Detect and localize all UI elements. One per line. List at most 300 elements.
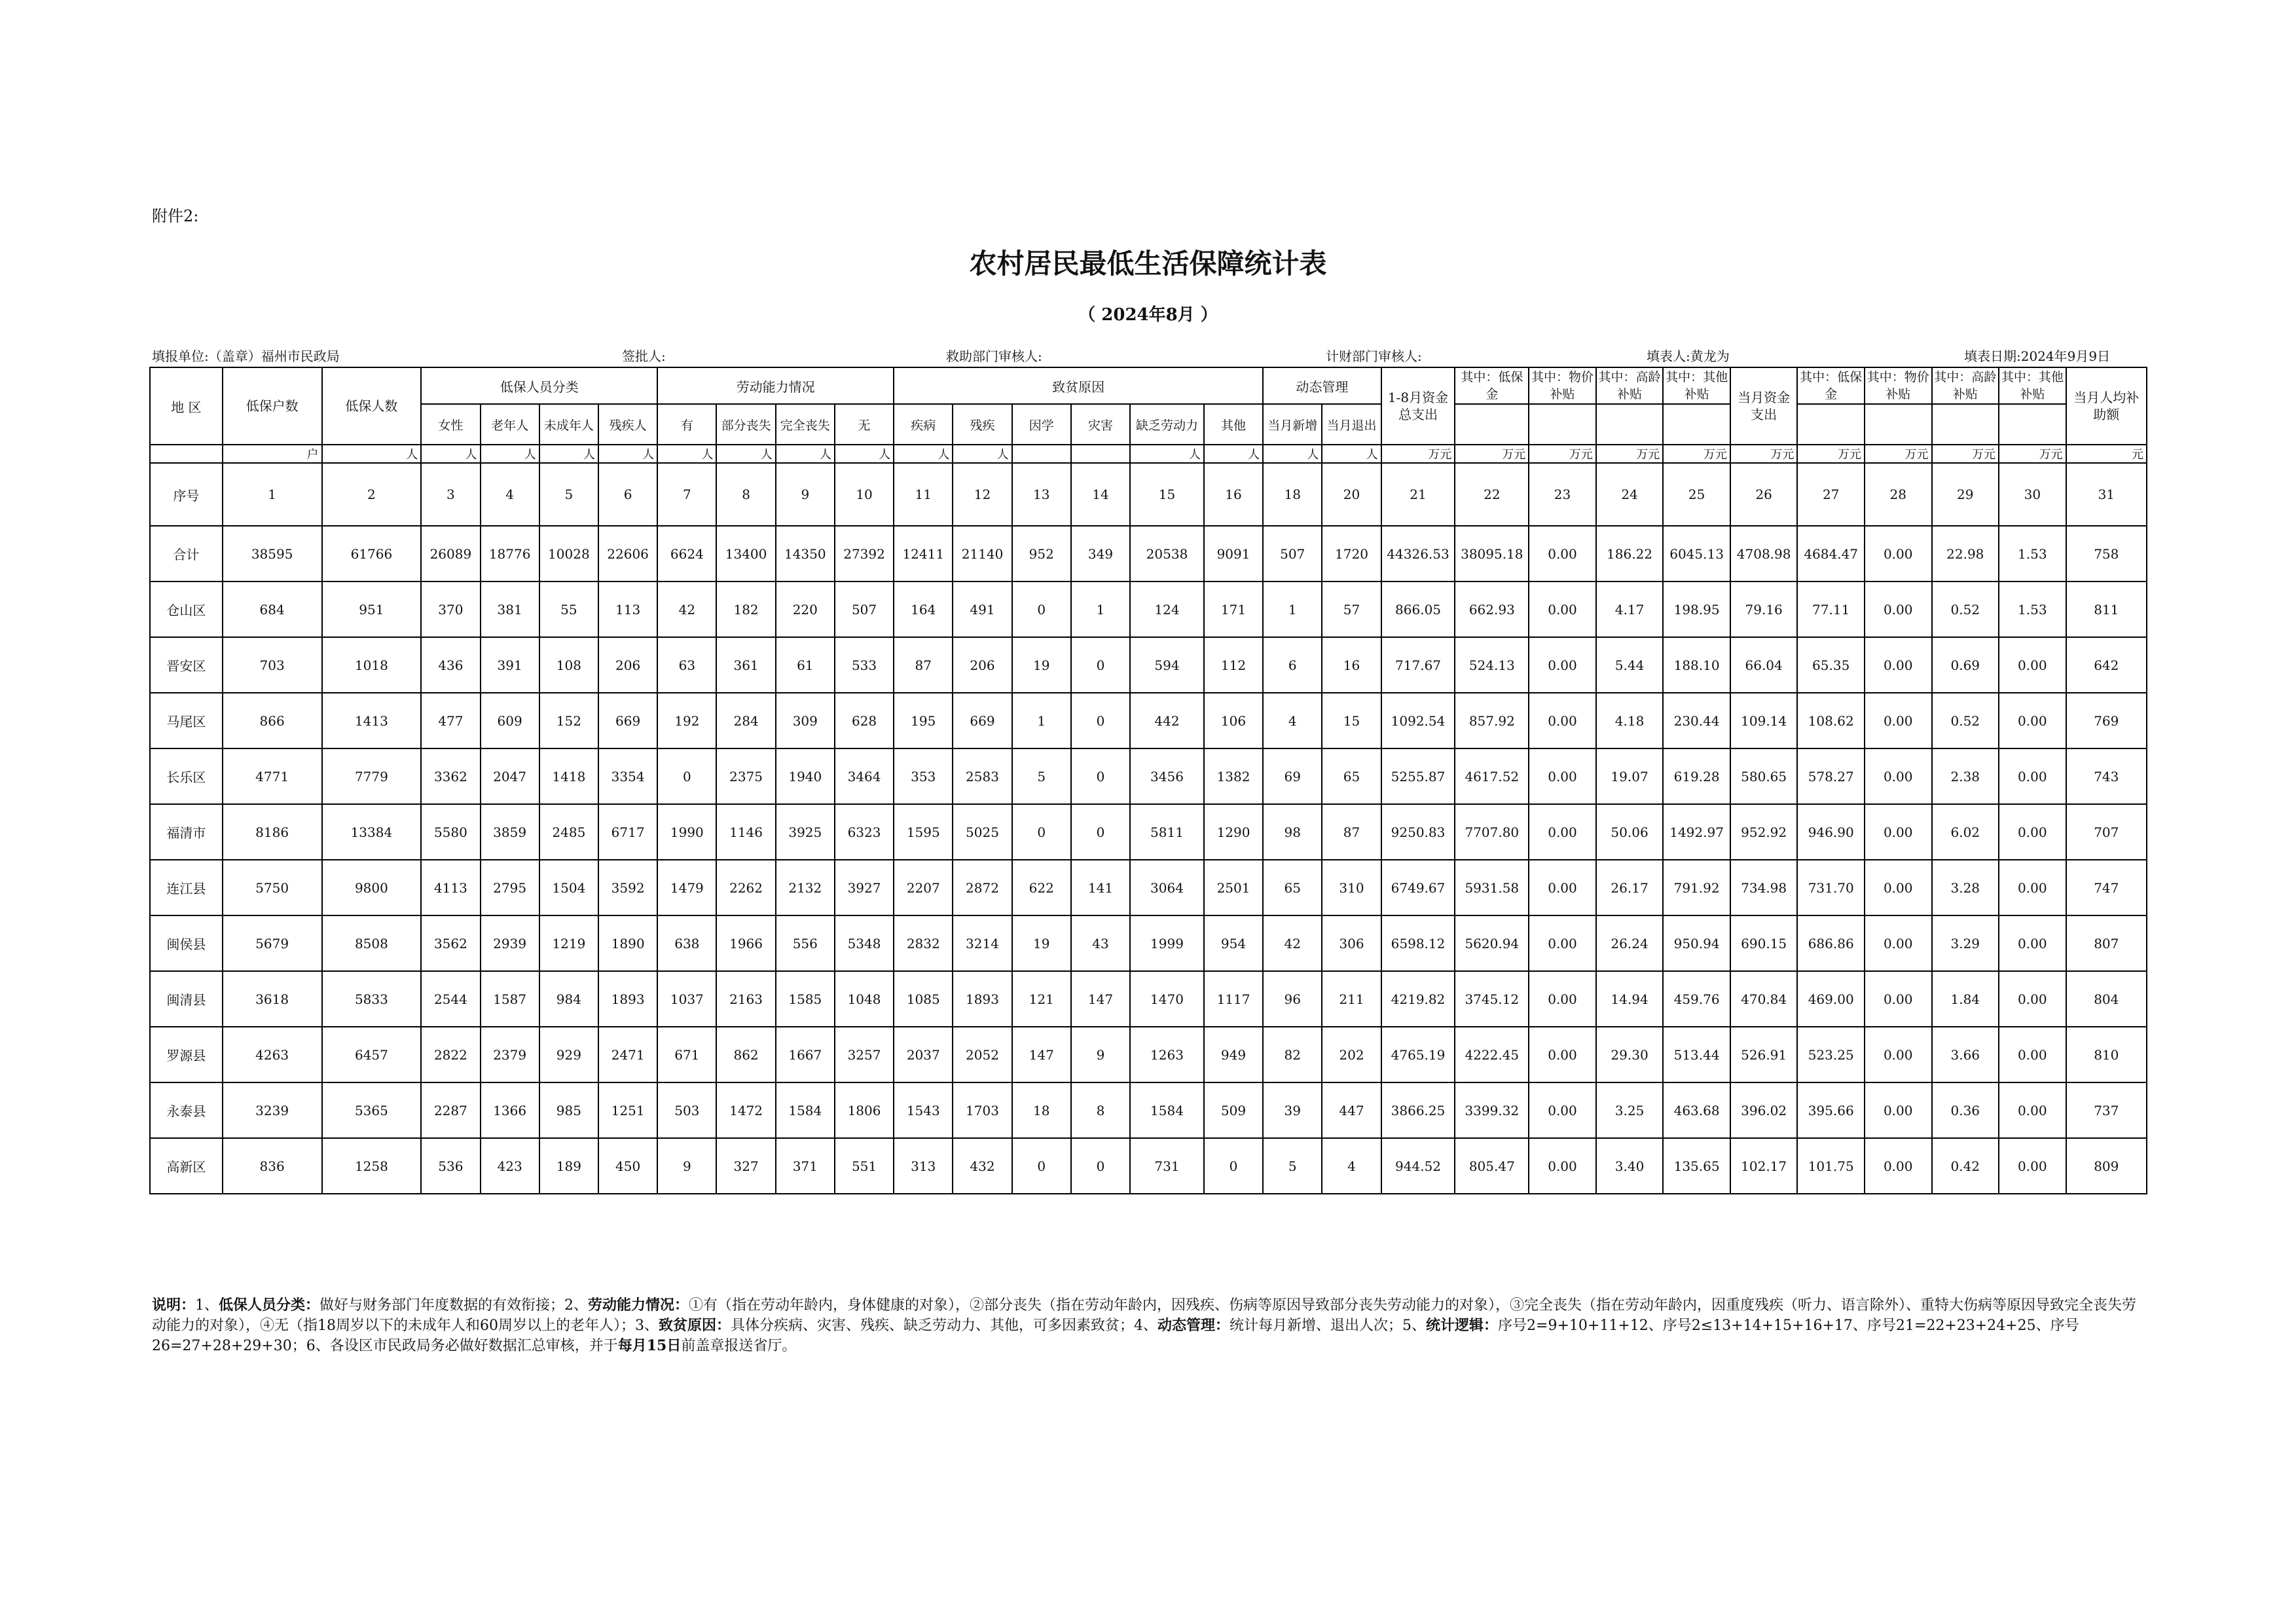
table-cell: 2822 (421, 1027, 480, 1082)
table-cell: 950.94 (1663, 915, 1730, 971)
unit-cell: 人 (1204, 445, 1263, 463)
table-cell: 152 (539, 693, 598, 748)
unit-cell: 人 (598, 445, 657, 463)
table-cell: 1720 (1322, 526, 1381, 581)
unit-cell: 万元 (1381, 445, 1455, 463)
table-cell: 9 (657, 1138, 716, 1194)
serial-cell: 1 (223, 463, 322, 526)
table-cell: 3618 (223, 971, 322, 1027)
table-cell: 82 (1263, 1027, 1322, 1082)
unit-cell: 户 (223, 445, 322, 463)
table-cell: 3.66 (1932, 1027, 1999, 1082)
table-cell: 18 (1012, 1082, 1071, 1138)
table-cell: 113 (598, 581, 657, 637)
table-cell: 536 (421, 1138, 480, 1194)
table-cell: 22606 (598, 526, 657, 581)
table-cell: 1251 (598, 1082, 657, 1138)
table-cell: 1.53 (1999, 581, 2066, 637)
table-cell: 0.00 (1865, 1027, 1932, 1082)
table-cell: 1366 (481, 1082, 539, 1138)
table-cell: 954 (1204, 915, 1263, 971)
table-cell: 0.00 (1999, 748, 2066, 804)
table-cell: 0.00 (1865, 581, 1932, 637)
table-cell: 1479 (657, 860, 716, 915)
table-cell: 0.00 (1999, 1138, 2066, 1194)
unit-cell: 元 (2066, 445, 2147, 463)
table-cell: 22.98 (1932, 526, 1999, 581)
table-cell: 0.00 (1865, 526, 1932, 581)
table-cell: 2485 (539, 804, 598, 860)
table-cell: 2037 (894, 1027, 953, 1082)
table-cell: 1584 (1130, 1082, 1204, 1138)
table-cell: 310 (1322, 860, 1381, 915)
unit-cell: 万元 (1529, 445, 1596, 463)
unit-cell: 人 (894, 445, 953, 463)
table-cell: 951 (322, 581, 422, 637)
serial-cell: 23 (1529, 463, 1596, 526)
header-month-sub-other: 其中：其他补贴 (1999, 367, 2066, 404)
header-households: 低保户数 (223, 367, 322, 445)
table-cell: 513.44 (1663, 1027, 1730, 1082)
table-cell: 1806 (835, 1082, 894, 1138)
table-cell: 0 (1071, 748, 1130, 804)
header-sub-price: 其中：物价补贴 (1529, 367, 1596, 404)
table-cell: 124 (1130, 581, 1204, 637)
table-cell: 13384 (322, 804, 422, 860)
table-cell: 3.29 (1932, 915, 1999, 971)
table-cell: 743 (2066, 748, 2147, 804)
table-cell: 6598.12 (1381, 915, 1455, 971)
fill-date: 填表日期:2024年9月9日 (1964, 348, 2111, 364)
table-cell: 3214 (953, 915, 1011, 971)
table-cell: 810 (2066, 1027, 2147, 1082)
table-row (150, 1082, 2147, 1138)
table-cell: 436 (421, 637, 480, 693)
table-cell: 3257 (835, 1027, 894, 1082)
table-cell: 147 (1012, 1027, 1071, 1082)
table-cell: 0.00 (1999, 1027, 2066, 1082)
table-cell: 2052 (953, 1027, 1011, 1082)
table-cell: 0.00 (1865, 748, 1932, 804)
table-cell: 195 (894, 693, 953, 748)
serial-cell: 24 (1596, 463, 1664, 526)
unit-cell (1071, 445, 1130, 463)
header-dynamic-new: 当月新增 (1263, 404, 1322, 445)
table-cell: 63 (657, 637, 716, 693)
header-category-group: 低保人员分类 (421, 367, 657, 404)
table-cell: 4.17 (1596, 581, 1664, 637)
table-cell: 3362 (421, 748, 480, 804)
table-cell: 731 (1130, 1138, 1204, 1194)
header-sub-elderly: 其中：高龄补贴 (1596, 367, 1664, 404)
table-cell: 984 (539, 971, 598, 1027)
table-cell: 1048 (835, 971, 894, 1027)
region-name: 仓山区 (150, 581, 223, 637)
table-cell: 1037 (657, 971, 716, 1027)
table-cell: 0.00 (1529, 637, 1596, 693)
table-cell: 14350 (776, 526, 835, 581)
header-labor-full: 完全丧失 (776, 404, 835, 445)
table-cell: 6717 (598, 804, 657, 860)
table-cell: 609 (481, 693, 539, 748)
units-row (150, 445, 2147, 463)
unit-cell: 万元 (1730, 445, 1798, 463)
table-cell: 61 (776, 637, 835, 693)
table-cell: 578.27 (1797, 748, 1865, 804)
table-cell: 1258 (322, 1138, 422, 1194)
table-cell: 477 (421, 693, 480, 748)
table-cell: 12411 (894, 526, 953, 581)
serial-cell: 29 (1932, 463, 1999, 526)
table-cell: 79.16 (1730, 581, 1798, 637)
table-cell: 395.66 (1797, 1082, 1865, 1138)
serial-cell: 14 (1071, 463, 1130, 526)
table-cell: 3562 (421, 915, 480, 971)
header-persons: 低保人数 (322, 367, 422, 445)
table-cell: 1085 (894, 971, 953, 1027)
unit-cell: 人 (1130, 445, 1204, 463)
table-cell: 0.00 (1999, 971, 2066, 1027)
table-cell: 1966 (716, 915, 775, 971)
table-cell: 391 (481, 637, 539, 693)
table-cell: 87 (894, 637, 953, 693)
table-cell: 1587 (481, 971, 539, 1027)
table-cell: 929 (539, 1027, 598, 1082)
table-cell: 1263 (1130, 1027, 1204, 1082)
table-cell: 0 (1204, 1138, 1263, 1194)
table-cell: 5 (1263, 1138, 1322, 1194)
table-cell: 0.00 (1865, 1082, 1932, 1138)
table-cell: 5348 (835, 915, 894, 971)
table-cell: 1290 (1204, 804, 1263, 860)
table-cell: 866 (223, 693, 322, 748)
table-cell: 5255.87 (1381, 748, 1455, 804)
table-cell: 220 (776, 581, 835, 637)
table-cell: 952 (1012, 526, 1071, 581)
table-cell: 2583 (953, 748, 1011, 804)
table-cell: 3592 (598, 860, 657, 915)
region-name: 罗源县 (150, 1027, 223, 1082)
table-cell: 192 (657, 693, 716, 748)
table-cell: 5365 (322, 1082, 422, 1138)
table-cell: 662.93 (1455, 581, 1529, 637)
serial-cell: 26 (1730, 463, 1798, 526)
table-row (150, 1138, 2147, 1194)
table-cell: 769 (2066, 693, 2147, 748)
table-cell: 112 (1204, 637, 1263, 693)
table-cell: 807 (2066, 915, 2147, 971)
table-cell: 164 (894, 581, 953, 637)
header-month-sub-dibao: 其中：低保金 (1797, 367, 1865, 404)
report-period: （ 2024年8月 ） (1078, 305, 1218, 325)
table-cell: 0.00 (1529, 860, 1596, 915)
table-cell: 0.00 (1999, 804, 2066, 860)
table-cell: 96 (1263, 971, 1322, 1027)
table-cell: 0.00 (1865, 693, 1932, 748)
header-area: 地 区 (150, 367, 223, 445)
header-cause-other: 其他 (1204, 404, 1263, 445)
header-labor-group: 劳动能力情况 (657, 367, 894, 404)
table-cell: 171 (1204, 581, 1263, 637)
table-cell: 0.00 (1529, 1082, 1596, 1138)
table-cell: 1504 (539, 860, 598, 915)
table-cell: 57 (1322, 581, 1381, 637)
table-cell: 509 (1204, 1082, 1263, 1138)
unit-cell: 人 (716, 445, 775, 463)
table-cell: 684 (223, 581, 322, 637)
table-cell: 3859 (481, 804, 539, 860)
region-name: 闽清县 (150, 971, 223, 1027)
header-disabled: 残疾人 (598, 404, 657, 445)
serial-cell: 7 (657, 463, 716, 526)
table-cell: 4684.47 (1797, 526, 1865, 581)
table-cell: 690.15 (1730, 915, 1798, 971)
table-cell: 198.95 (1663, 581, 1730, 637)
table-cell: 0.00 (1999, 1082, 2066, 1138)
table-cell: 3399.32 (1455, 1082, 1529, 1138)
table-cell: 946.90 (1797, 804, 1865, 860)
table-cell: 0 (1012, 804, 1071, 860)
unit-cell: 人 (481, 445, 539, 463)
region-name: 晋安区 (150, 637, 223, 693)
table-cell: 42 (1263, 915, 1322, 971)
unit-cell: 人 (657, 445, 716, 463)
table-cell: 20538 (1130, 526, 1204, 581)
table-cell: 14.94 (1596, 971, 1664, 1027)
table-cell: 98 (1263, 804, 1322, 860)
table-cell: 1413 (322, 693, 422, 748)
table-cell: 0.00 (1529, 1138, 1596, 1194)
table-cell: 1703 (953, 1082, 1011, 1138)
table-row (150, 1027, 2147, 1082)
region-name: 闽侯县 (150, 915, 223, 971)
table-cell: 309 (776, 693, 835, 748)
table-cell: 0.00 (1865, 860, 1932, 915)
header-cumulative-total: 1-8月资金总支出 (1381, 367, 1455, 445)
attachment-label: 附件2: (152, 207, 199, 225)
statistics-table (149, 367, 2147, 1194)
table-cell: 1893 (953, 971, 1011, 1027)
serial-cell: 15 (1130, 463, 1204, 526)
serial-cell: 8 (716, 463, 775, 526)
table-cell: 1999 (1130, 915, 1204, 971)
table-cell: 866.05 (1381, 581, 1455, 637)
unit-cell: 人 (539, 445, 598, 463)
table-cell: 4222.45 (1455, 1027, 1529, 1082)
table-cell: 5580 (421, 804, 480, 860)
table-cell: 206 (953, 637, 1011, 693)
table-cell: 6 (1263, 637, 1322, 693)
serial-cell: 11 (894, 463, 953, 526)
header-month-total: 当月资金支出 (1730, 367, 1798, 445)
table-cell: 39 (1263, 1082, 1322, 1138)
table-cell: 19.07 (1596, 748, 1664, 804)
table-cell: 0.00 (1865, 1138, 1932, 1194)
table-cell: 5750 (223, 860, 322, 915)
table-cell: 809 (2066, 1138, 2147, 1194)
serial-cell: 4 (481, 463, 539, 526)
table-cell: 1990 (657, 804, 716, 860)
table-cell: 8 (1071, 1082, 1130, 1138)
table-cell: 121 (1012, 971, 1071, 1027)
finance-reviewer: 计财部门审核人: (1326, 348, 1422, 364)
table-cell: 0 (1071, 804, 1130, 860)
table-cell: 0 (1071, 1138, 1130, 1194)
table-cell: 2132 (776, 860, 835, 915)
table-cell: 2163 (716, 971, 775, 1027)
table-cell: 3866.25 (1381, 1082, 1455, 1138)
table-cell: 503 (657, 1082, 716, 1138)
unit-cell: 人 (421, 445, 480, 463)
table-cell: 38595 (223, 526, 322, 581)
table-cell: 42 (657, 581, 716, 637)
serial-cell: 20 (1322, 463, 1381, 526)
header-dynamic-group: 动态管理 (1263, 367, 1381, 404)
serial-cell: 6 (598, 463, 657, 526)
table-cell: 491 (953, 581, 1011, 637)
unit-cell: 人 (322, 445, 422, 463)
table-cell: 0 (1071, 693, 1130, 748)
table-cell: 0.00 (1529, 804, 1596, 860)
table-cell: 5811 (1130, 804, 1204, 860)
table-cell: 101.75 (1797, 1138, 1865, 1194)
table-cell: 1 (1263, 581, 1322, 637)
table-cell: 349 (1071, 526, 1130, 581)
table-cell: 717.67 (1381, 637, 1455, 693)
table-cell: 211 (1322, 971, 1381, 1027)
table-cell: 19 (1012, 915, 1071, 971)
table-cell: 55 (539, 581, 598, 637)
table-cell: 306 (1322, 915, 1381, 971)
header-female: 女性 (421, 404, 480, 445)
table-cell: 0.00 (1999, 915, 2066, 971)
table-cell: 1018 (322, 637, 422, 693)
table-cell: 19 (1012, 637, 1071, 693)
table-cell: 1.84 (1932, 971, 1999, 1027)
unit-cell: 万元 (1999, 445, 2066, 463)
table-cell: 189 (539, 1138, 598, 1194)
table-cell: 3925 (776, 804, 835, 860)
table-cell: 1 (1012, 693, 1071, 748)
table-cell: 108.62 (1797, 693, 1865, 748)
serial-cell: 3 (421, 463, 480, 526)
table-cell: 423 (481, 1138, 539, 1194)
table-cell: 4708.98 (1730, 526, 1798, 581)
table-cell: 686.86 (1797, 915, 1865, 971)
table-cell: 4219.82 (1381, 971, 1455, 1027)
table-cell: 533 (835, 637, 894, 693)
table-cell: 65 (1263, 860, 1322, 915)
table-cell: 628 (835, 693, 894, 748)
table-cell: 734.98 (1730, 860, 1798, 915)
table-cell: 106 (1204, 693, 1263, 748)
table-cell: 862 (716, 1027, 775, 1082)
table-cell: 4617.52 (1455, 748, 1529, 804)
unit-cell (1012, 445, 1071, 463)
document-title: 农村居民最低生活保障统计表 (969, 248, 1327, 280)
table-cell: 1543 (894, 1082, 953, 1138)
table-cell: 1382 (1204, 748, 1263, 804)
table-cell: 6045.13 (1663, 526, 1730, 581)
table-cell: 470.84 (1730, 971, 1798, 1027)
table-cell: 2544 (421, 971, 480, 1027)
table-cell: 0.00 (1865, 971, 1932, 1027)
region-name: 高新区 (150, 1138, 223, 1194)
unit-cell: 人 (1263, 445, 1322, 463)
table-cell: 0.00 (1865, 804, 1932, 860)
table-cell: 791.92 (1663, 860, 1730, 915)
table-cell: 1146 (716, 804, 775, 860)
table-cell: 6624 (657, 526, 716, 581)
table-cell: 703 (223, 637, 322, 693)
table-cell: 65 (1322, 748, 1381, 804)
table-cell: 26089 (421, 526, 480, 581)
table-cell: 102.17 (1730, 1138, 1798, 1194)
table-cell: 50.06 (1596, 804, 1664, 860)
table-cell: 450 (598, 1138, 657, 1194)
table-cell: 9250.83 (1381, 804, 1455, 860)
table-cell: 0.00 (1529, 581, 1596, 637)
table-cell: 2832 (894, 915, 953, 971)
unit-cell: 人 (776, 445, 835, 463)
table-cell: 622 (1012, 860, 1071, 915)
header-cause-school: 因学 (1012, 404, 1071, 445)
table-cell: 459.76 (1663, 971, 1730, 1027)
table-cell: 580.65 (1730, 748, 1798, 804)
table-cell: 38095.18 (1455, 526, 1529, 581)
table-cell: 202 (1322, 1027, 1381, 1082)
table-cell: 361 (716, 637, 775, 693)
table-cell: 0.00 (1529, 915, 1596, 971)
table-cell: 16 (1322, 637, 1381, 693)
table-cell: 949 (1204, 1027, 1263, 1082)
table-cell: 3456 (1130, 748, 1204, 804)
serial-cell: 31 (2066, 463, 2147, 526)
table-cell: 43 (1071, 915, 1130, 971)
unit-cell: 人 (953, 445, 1011, 463)
table-cell: 44326.53 (1381, 526, 1455, 581)
table-cell: 381 (481, 581, 539, 637)
serial-cell: 16 (1204, 463, 1263, 526)
table-row (150, 693, 2147, 748)
table-cell: 18776 (481, 526, 539, 581)
table-cell: 642 (2066, 637, 2147, 693)
table-row (150, 637, 2147, 693)
table-cell: 1585 (776, 971, 835, 1027)
table-row (150, 915, 2147, 971)
region-name: 连江县 (150, 860, 223, 915)
table-cell: 523.25 (1797, 1027, 1865, 1082)
table-cell: 26.24 (1596, 915, 1664, 971)
table-cell: 186.22 (1596, 526, 1664, 581)
total-row (150, 526, 2147, 581)
table-cell: 556 (776, 915, 835, 971)
table-cell: 8508 (322, 915, 422, 971)
table-cell: 61766 (322, 526, 422, 581)
region-name: 长乐区 (150, 748, 223, 804)
table-cell: 182 (716, 581, 775, 637)
table-cell: 27392 (835, 526, 894, 581)
reporting-unit: 填报单位:（盖章）福州市民政局 (152, 348, 340, 364)
header-labor-yes: 有 (657, 404, 716, 445)
serial-row (150, 463, 2147, 526)
table-cell: 4 (1263, 693, 1322, 748)
table-cell: 13400 (716, 526, 775, 581)
table-cell: 442 (1130, 693, 1204, 748)
table-row (150, 804, 2147, 860)
table-cell: 0.00 (1865, 637, 1932, 693)
table-cell: 0.00 (1529, 748, 1596, 804)
